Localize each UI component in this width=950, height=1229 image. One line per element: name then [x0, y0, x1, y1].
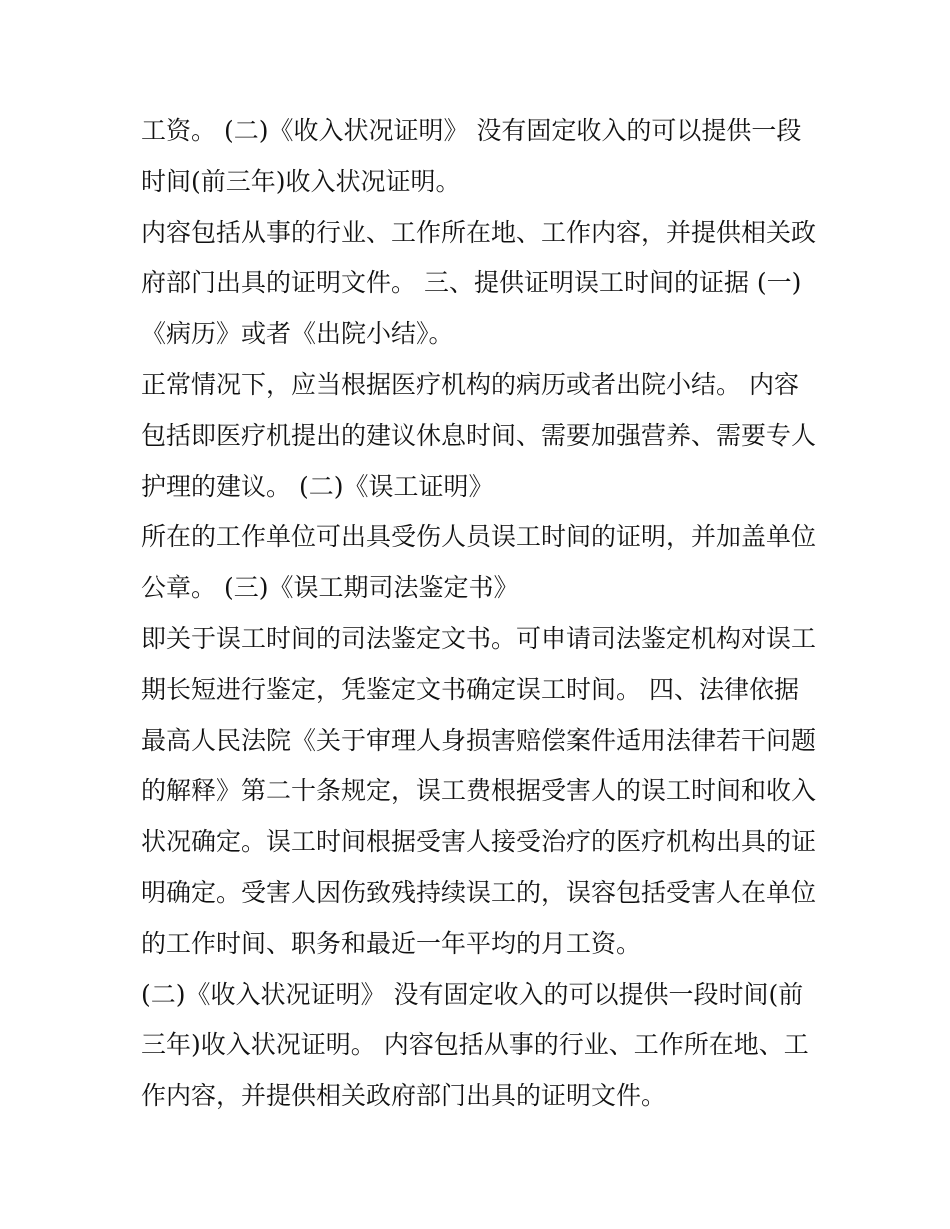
text-line: 期长短进行鉴定，凭鉴定文书确定误工时间。 四、法律依据	[141, 674, 799, 704]
text-line: 作内容，并提供相关政府部门出具的证明文件。	[141, 1081, 667, 1111]
text-line: 即关于误工时间的司法鉴定文书。可申请司法鉴定机构对误工	[141, 623, 817, 653]
text-line: 最高人民法院《关于审理人身损害赔偿案件适用法律若干问题	[141, 725, 817, 755]
text-line: 三年)收入状况证明。 内容包括从事的行业、工作所在地、工	[141, 1030, 809, 1060]
text-line: 公章。 (三)《误工期司法鉴定书》	[141, 573, 519, 603]
text-line: 的解释》第二十条规定，误工费根据受害人的误工时间和收入	[141, 776, 817, 806]
text-line: 正常情况下，应当根据医疗机构的病历或者出院小结。 内容	[141, 369, 799, 399]
text-line: (二)《收入状况证明》 没有固定收入的可以提供一段时间(前	[141, 979, 804, 1009]
text-line: 状况确定。误工时间根据受害人接受治疗的医疗机构出具的证	[141, 827, 817, 857]
text-line: 府部门出具的证明文件。 三、提供证明误工时间的证据 (一)	[141, 268, 802, 298]
text-line: 明确定。受害人因伤致残持续误工的，误容包括受害人在单位	[141, 877, 817, 907]
text-line: 《病历》或者《出院小结》。	[141, 319, 454, 349]
text-line: 护理的建议。 (二)《误工证明》	[141, 471, 494, 501]
text-line: 的工作时间、职务和最近一年平均的月工资。	[141, 928, 642, 958]
text-line: 包括即医疗机提出的建议休息时间、需要加强营养、需要专人	[141, 420, 817, 450]
text-line: 内容包括从事的行业、工作所在地、工作内容，并提供相关政	[141, 217, 817, 247]
text-line: 时间(前三年)收入状况证明。	[141, 166, 461, 196]
text-line: 工资。 (二)《收入状况证明》 没有固定收入的可以提供一段	[141, 116, 802, 145]
document-body	[141, 106, 821, 1122]
text-line: 所在的工作单位可出具受伤人员误工时间的证明，并加盖单位	[141, 522, 817, 552]
